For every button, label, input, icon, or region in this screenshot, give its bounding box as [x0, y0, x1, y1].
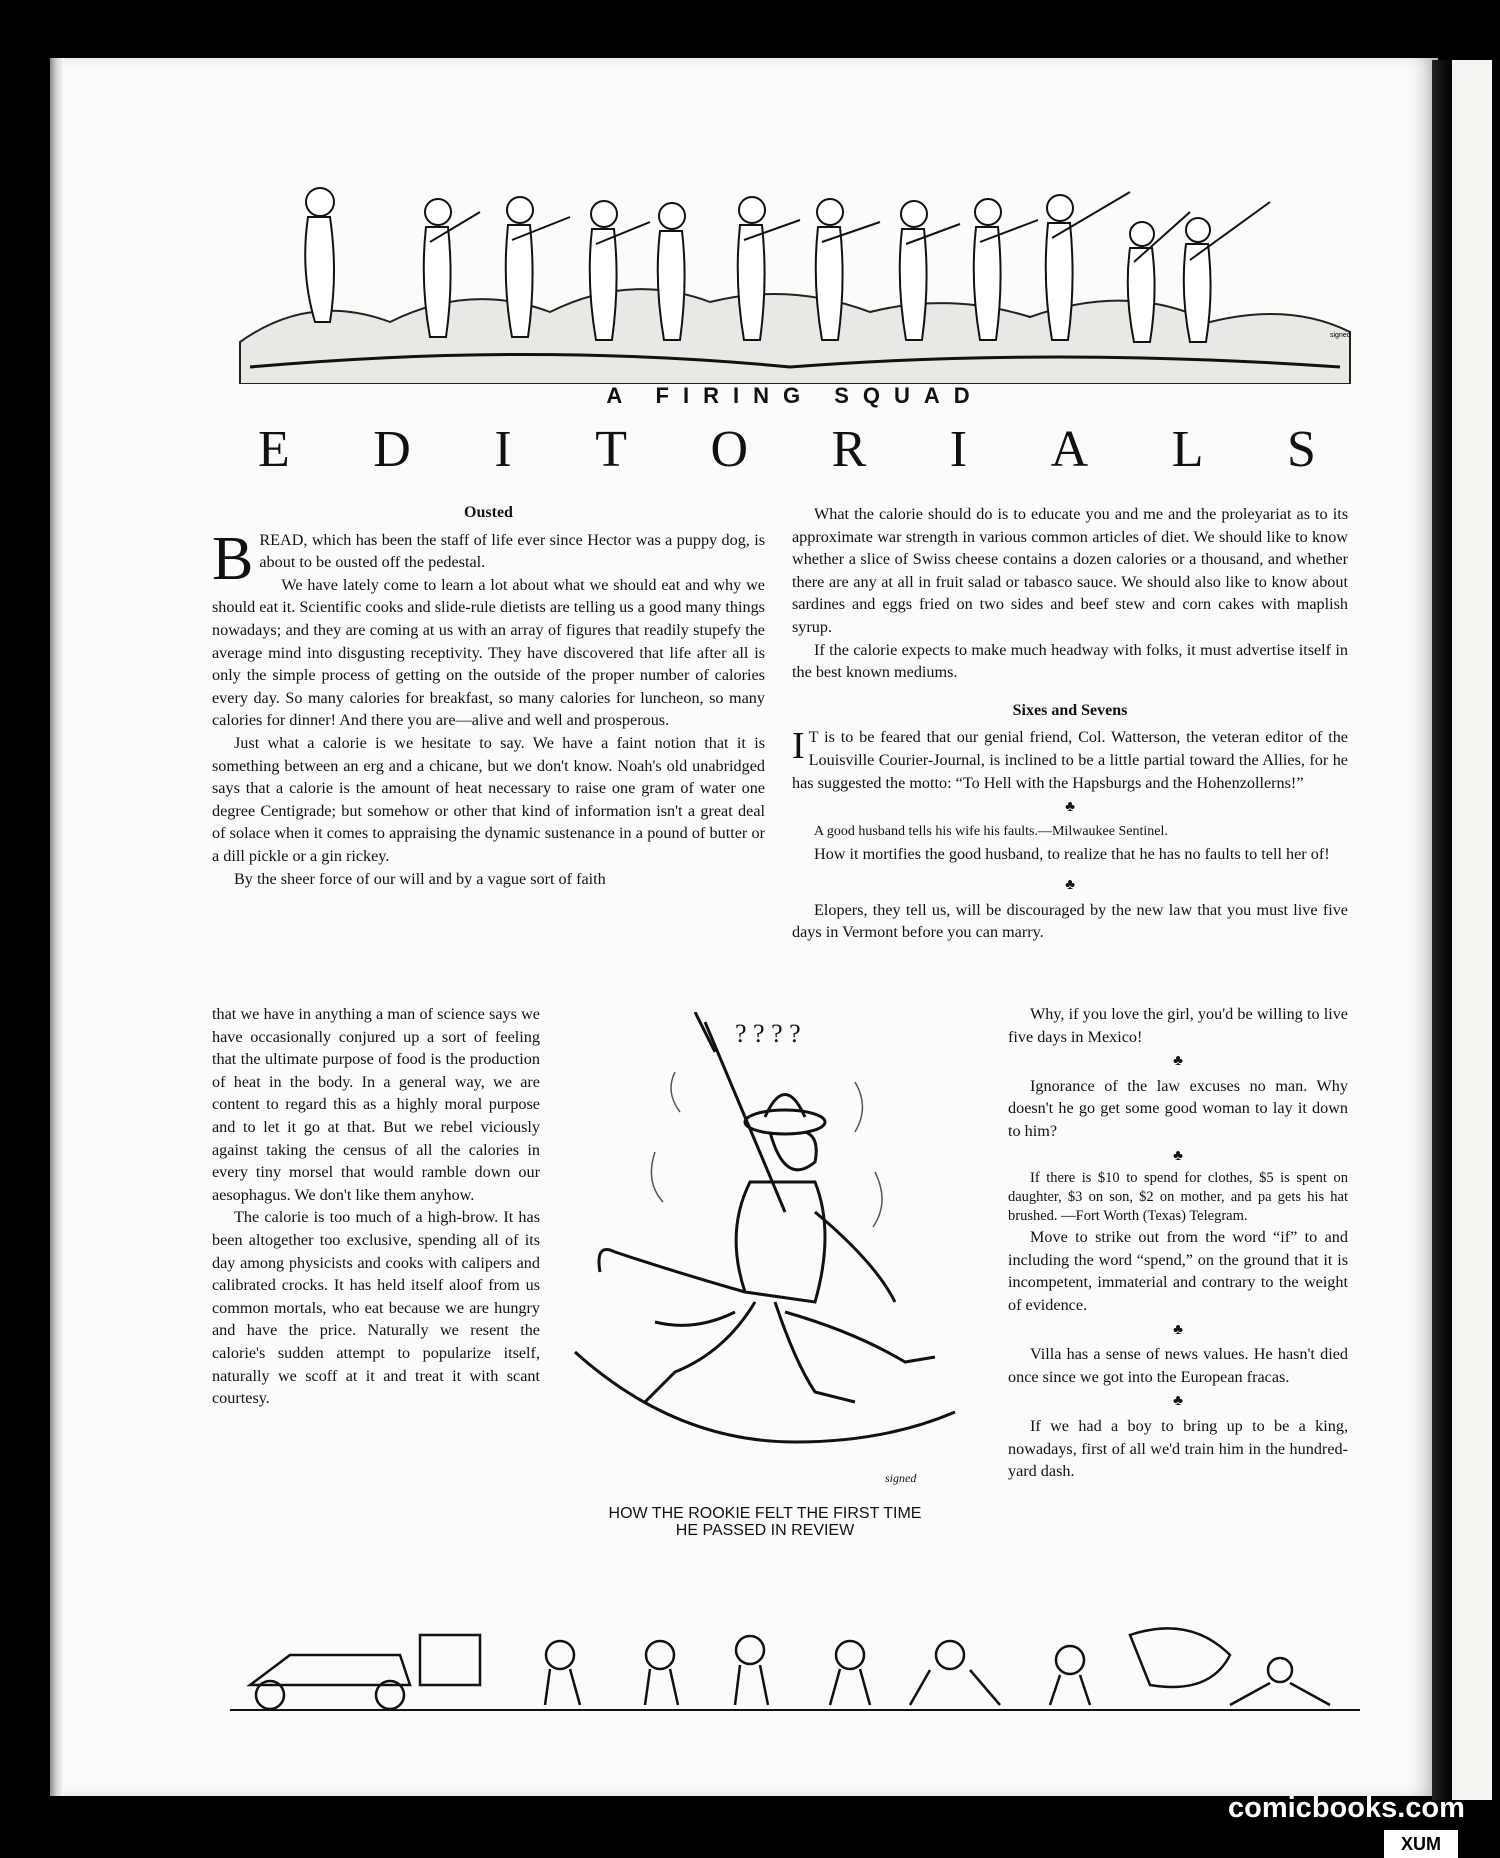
paragraph: Move to strike out from the word “if” to and including the word “spend,” on the ground that it is incompetent, immaterial and contrary to the weight of evidence. [1008, 1228, 1348, 1314]
left-column-bottom [212, 1003, 540, 1410]
title-letter: I [494, 421, 512, 478]
banner-caption: A FIRING SQUAD [606, 383, 984, 408]
title-letter: L [1171, 421, 1204, 478]
paragraph: Just what a calorie is we hesitate to say. We have a faint notion that it is something between an erg and a chicane, but we don't know. Noah's old unabridged says that a calorie is the amount of heat necessary to raise one gram of water one degree Centigrade; but somehow or other that kind of information isn't a great deal of solace when it comes to appraising the dynamic sustenance in a pound of butter or a dill pickle or a gin rickey. [212, 733, 765, 865]
page-title [258, 420, 1316, 479]
paragraph: Why, if you love the girl, you'd be willing to live five days in Mexico! [1008, 1005, 1348, 1046]
footer-strip-illustration [230, 1615, 1360, 1715]
cartoon-caption-line: HE PASSED IN REVIEW [675, 1522, 855, 1539]
title-letter: I [949, 421, 968, 478]
clubs-ornament: ♣ [1173, 1147, 1183, 1164]
right-column-top [792, 503, 1348, 944]
watermark-site: comicbooks.com [1228, 1792, 1465, 1824]
quote: If there is $10 to spend for clothes, $5 is spent on daughter, $3 on son, $2 on mother, and pa gets his hat brushed. —Fort Worth (Texas) Telegram. [1008, 1170, 1348, 1225]
quote: A good husband tells his wife his faults.—Milwaukee Sentinel. [814, 823, 1168, 839]
clubs-ornament: ♣ [1173, 1321, 1183, 1338]
clubs-ornament: ♣ [1173, 1053, 1183, 1070]
paragraph: If the calorie expects to make much headway with folks, it must advertise itself in the best known mediums. [792, 640, 1348, 682]
clubs-ornament: ♣ [1065, 876, 1075, 893]
clubs-ornament: ♣ [1173, 1393, 1183, 1410]
paragraph: How it mortifies the good husband, to realize that he has no faults to tell her of! [814, 845, 1330, 864]
paragraph: Elopers, they tell us, will be discouraged by the new law that you must live five days in Vermont before you can marry. [792, 900, 1348, 942]
dropcap: B [212, 524, 254, 593]
paragraph: What the calorie should do is to educate you and me and the proleyariat as to its approximate war strength in various common articles of diet. We should like to know whether a slice of Swiss cheese contains a dozen calories or a thousand, and whether there are any at all in fruit salad or tabasco sauce. We should also like to know about sardines and eggs fried on two sides and beef stew and corn cakes with maplish syrup. [792, 505, 1348, 636]
section-heading-sixes: Sixes and Sevens [1012, 701, 1128, 719]
paragraph: If we had a boy to bring up to be a king, nowadays, first of all we'd train him in the hundred-yard dash. [1008, 1416, 1348, 1481]
title-letter: T [595, 421, 627, 478]
left-column-top [212, 502, 765, 890]
paragraph: BREAD, which has been the staff of life ever since Hector was a puppy dog, is about to be ousted off the pedestal. [212, 524, 765, 593]
rookie-cartoon-illustration [555, 1012, 975, 1500]
title-letter: E [258, 421, 290, 478]
cartoon-caption [560, 1505, 970, 1539]
title-letter: A [1050, 421, 1089, 478]
paragraph: Villa has a sense of news values. He hasn't died once since we got into the European fracas. [1008, 1345, 1348, 1386]
svg-text:signed: signed [885, 1471, 917, 1485]
title-letter: R [831, 421, 867, 478]
title-letter: O [710, 421, 749, 478]
paragraph: By the sheer force of our will and by a vague sort of faith [234, 869, 606, 888]
adjacent-page-edge [1452, 60, 1492, 1800]
watermark-badge: XUM [1384, 1830, 1458, 1858]
page-gutter [50, 58, 64, 1796]
clubs-ornament: ♣ [1065, 799, 1075, 816]
cartoon-caption-line: HOW THE ROOKIE FELT THE FIRST TIME [608, 1505, 922, 1522]
paragraph: that we have in anything a man of science says we have occasionally conjured up a sort of feeling that the ultimate purpose of food is the production of heat in the body. In a general way, we are content to regard this as a highly moral purpose and to let it go at that. But we rebel viciously against taking the census of all the calories in every tiny morsel that would ramble down our aesophagus. We don't like them anyhow. [212, 1005, 540, 1204]
dropcap: I [792, 725, 805, 768]
title-letter: S [1286, 421, 1316, 478]
paragraph: Ignorance of the law excuses no man. Why doesn't he go get some good woman to lay it down to him? [1008, 1076, 1348, 1140]
cartoon-question-marks: ? ? ? ? [735, 1019, 801, 1048]
right-column-bottom [1008, 1003, 1348, 1483]
svg-text:signed: signed [1330, 332, 1351, 339]
section-heading-ousted: Ousted [464, 504, 513, 521]
paragraph: The calorie is too much of a high-brow. It has been altogether too exclusive, spending all of its day among physicists and cooks with calipers and calibrated crocks. It has held itself aloof from us common mortals, who eat because we are hungry and have the price. Naturally we resent the calorie's sudden attempt to popularize itself, naturally we scoff at it and treat it with scant courtesy. [212, 1208, 540, 1408]
cherub-banner-illustration [230, 172, 1360, 384]
paragraph: We have lately come to learn a lot about what we should eat and why we should eat it. Scientific cooks and slide-rule dietists are telling us a good many things nowadays; and they are coming at us with an array of figures that readily stupefy the average mind into disgusting receptivity. They have discovered that life after all is only the simple process of getting on the outside of the proper number of calories every day. So many calories for breakfast, so many calories for luncheon, so many calories for dinner! And there you are—alive and well and prosperous. [212, 575, 765, 730]
title-letter: D [373, 421, 411, 478]
paragraph: I T is to be feared that our genial friend, Col. Watterson, the veteran editor of the Louisville Courier-Journal, is inclined to be a little partial toward the Allies, for he has suggested the motto: “To Hell with the Hapsburgs and the Hohenzollerns!” [792, 725, 1348, 792]
